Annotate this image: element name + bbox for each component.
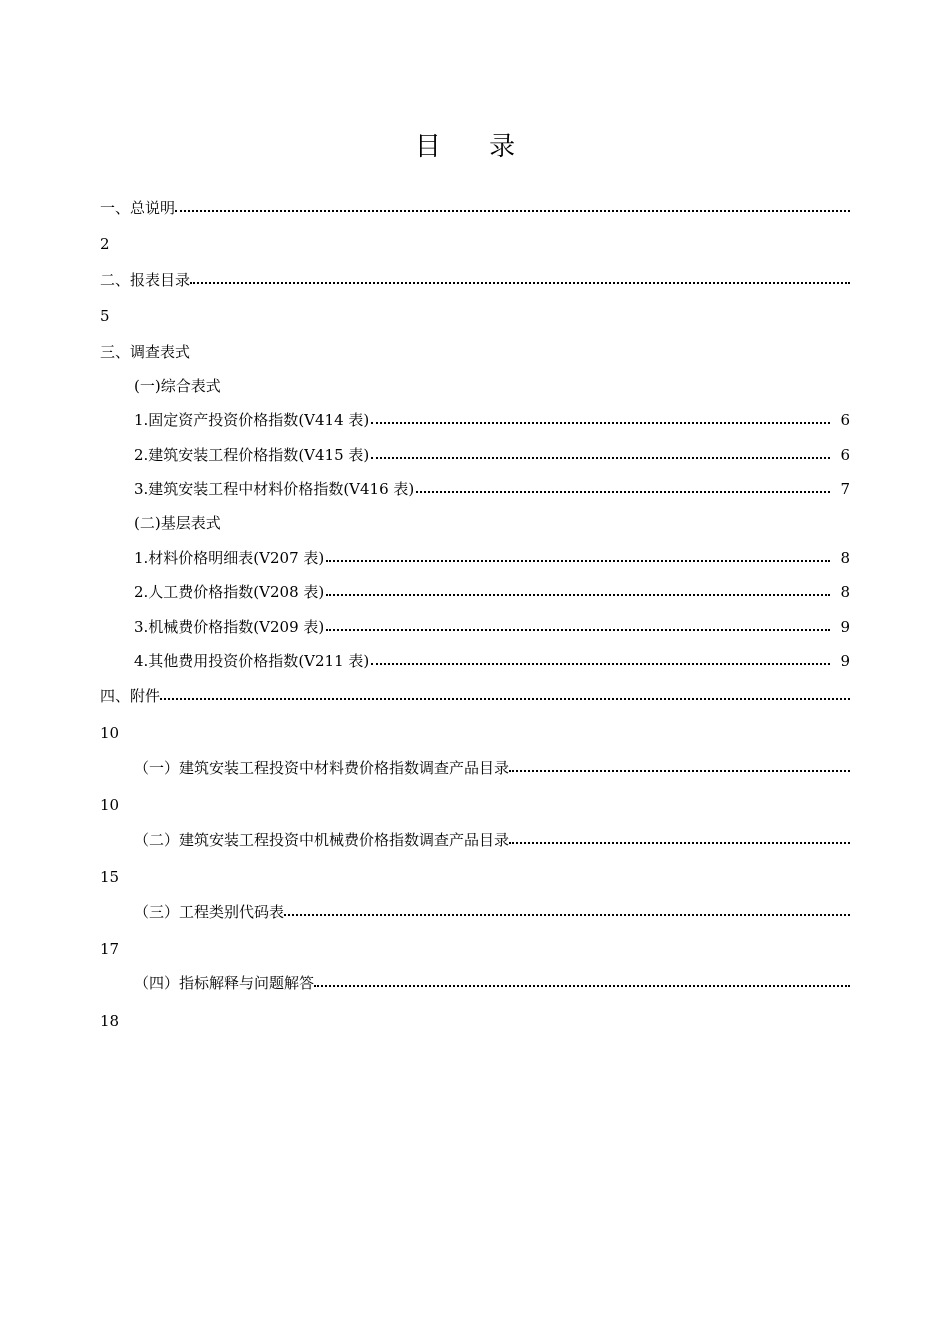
toc-leader-dots [509, 842, 850, 844]
toc-entry-label: 3.机械费价格指数(V209 表) [134, 618, 325, 636]
toc-entry[interactable] [134, 477, 850, 501]
toc-page-number: 5 [100, 307, 110, 325]
toc-page-number: 10 [100, 724, 120, 742]
toc-entry-label: 1.材料价格明细表(V207 表) [134, 549, 325, 567]
toc-leader-dots [314, 985, 850, 987]
toc-page-number: 8 [840, 549, 850, 567]
toc-subheading-composite[interactable]: (一)综合表式 [134, 377, 221, 395]
toc-entry[interactable] [134, 580, 850, 604]
toc-leader-dots [326, 594, 830, 596]
toc-page-number: 6 [840, 446, 850, 464]
toc-leader-dots [326, 560, 830, 562]
toc-entry[interactable] [134, 546, 850, 570]
toc-entry-report-list[interactable] [100, 268, 850, 292]
toc-page-number: 17 [100, 940, 120, 958]
toc-page-number: 6 [840, 411, 850, 429]
toc-entry-label: （四）指标解释与问题解答 [134, 974, 315, 992]
toc-entry[interactable] [134, 756, 850, 780]
toc-page-number: 9 [840, 652, 850, 670]
toc-entry[interactable] [134, 828, 850, 852]
toc-entry-appendix[interactable] [100, 684, 850, 708]
toc-entry[interactable] [134, 443, 850, 467]
toc-page-number: 9 [840, 618, 850, 636]
toc-entry-label: 3.建筑安装工程中材料价格指数(V416 表) [134, 480, 415, 498]
toc-entry[interactable] [134, 408, 850, 432]
toc-page-number: 18 [100, 1012, 120, 1030]
toc-entry-label: （一）建筑安装工程投资中材料费价格指数调查产品目录 [134, 759, 510, 777]
toc-entry[interactable] [134, 971, 850, 995]
toc-leader-dots [371, 457, 830, 459]
page-title: 目 录 [414, 132, 536, 162]
toc-entry-label: 一、总说明 [100, 199, 176, 217]
toc-page-number: 8 [840, 583, 850, 601]
toc-entry-label: （二）建筑安装工程投资中机械费价格指数调查产品目录 [134, 831, 510, 849]
toc-entry-survey-forms[interactable]: 三、调查表式 [100, 343, 191, 361]
toc-leader-dots [160, 698, 850, 700]
toc-entry-label: 2.人工费价格指数(V208 表) [134, 583, 325, 601]
toc-leader-dots [371, 663, 830, 665]
toc-entry[interactable] [134, 900, 850, 924]
toc-leader-dots [509, 770, 850, 772]
toc-leader-dots [175, 210, 850, 212]
toc-leader-dots [326, 629, 830, 631]
toc-leader-dots [190, 282, 850, 284]
toc-entry-label: （三）工程类别代码表 [134, 903, 285, 921]
toc-leader-dots [284, 914, 850, 916]
toc-page-number: 15 [100, 868, 120, 886]
toc-entry-label: 四、附件 [100, 687, 161, 705]
toc-page-number: 10 [100, 796, 120, 814]
toc-page-number: 2 [100, 235, 110, 253]
toc-entry-general[interactable] [100, 196, 850, 220]
toc-leader-dots [371, 422, 830, 424]
toc-entry-label: 2.建筑安装工程价格指数(V415 表) [134, 446, 370, 464]
toc-subheading-grassroots[interactable]: (二)基层表式 [134, 514, 221, 532]
toc-entry-label: 1.固定资产投资价格指数(V414 表) [134, 411, 370, 429]
toc-entry[interactable] [134, 615, 850, 639]
toc-page-number: 7 [840, 480, 850, 498]
toc-entry[interactable] [134, 649, 850, 673]
toc-leader-dots [416, 491, 830, 493]
toc-entry-label: 4.其他费用投资价格指数(V211 表) [134, 652, 370, 670]
toc-entry-label: 二、报表目录 [100, 271, 191, 289]
